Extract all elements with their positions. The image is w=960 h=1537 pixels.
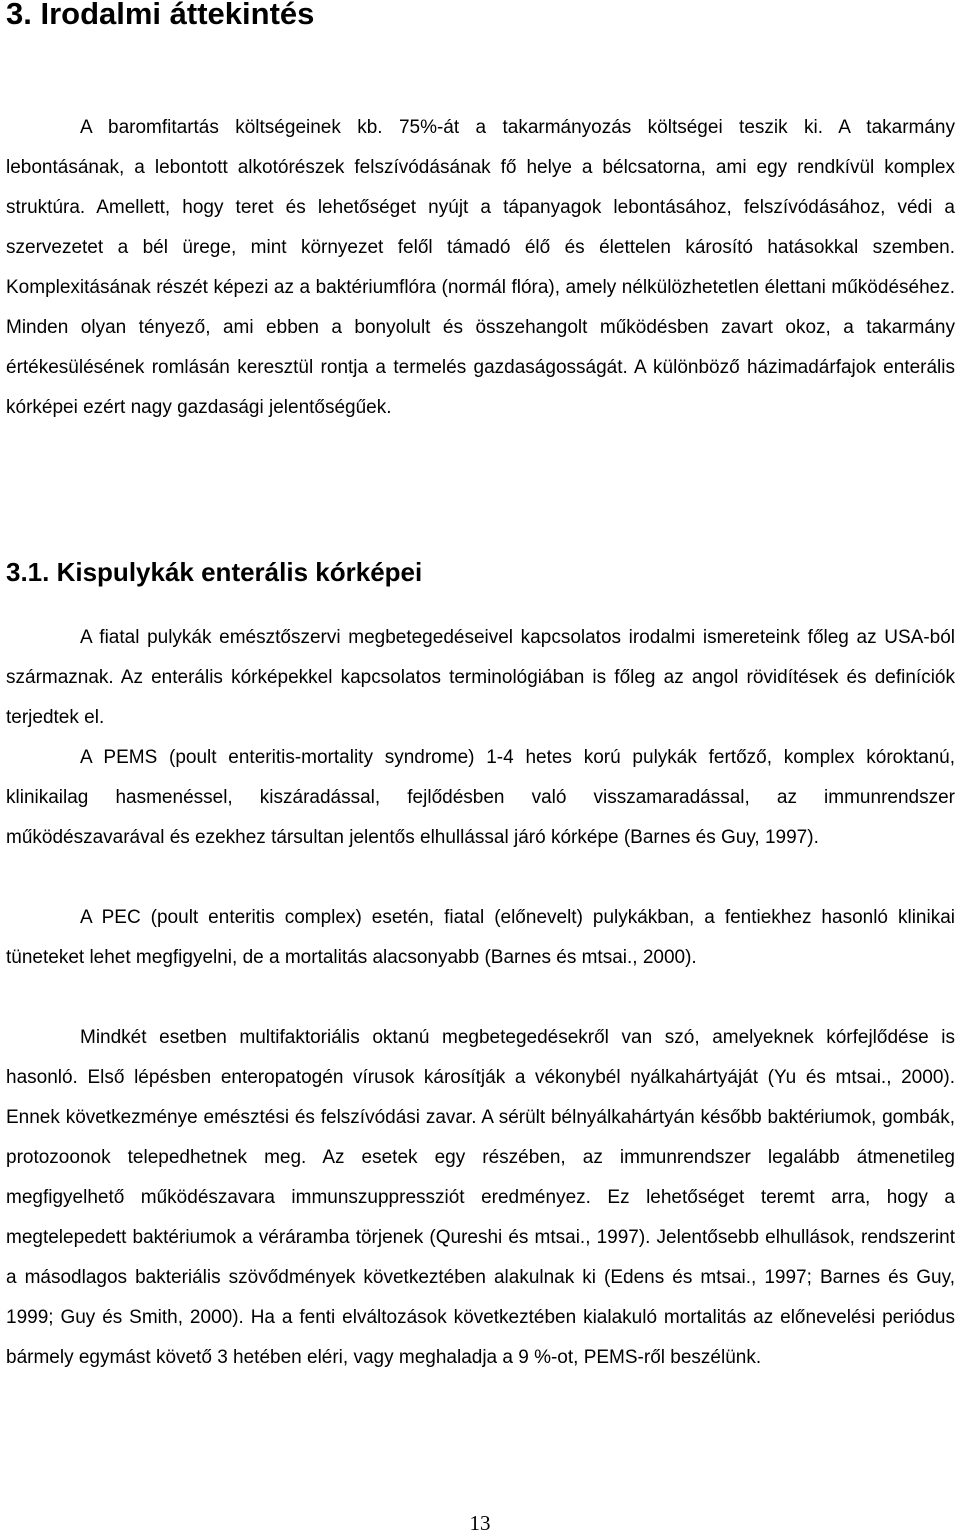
section-heading: 3. Irodalmi áttekintés [6,0,315,31]
subsection-heading: 3.1. Kispulykák enterális kórképei [6,557,423,587]
body-paragraph: Mindkét esetben multifaktoriális oktanú megbetegedésekről van szó, amelyeknek kórfejlődése is hasonló. Első lépésben enteropatogén vírusok károsítják a vékonybél nyálkahártyáját (Yu és mtsai., 2000). Ennek következménye emésztési és felszívódási zavar. A sérült bélnyálkahártyán később baktériumok, gombák, protozoonok telepedhetnek meg. Az esetek egy részében, az immunrendszer legalább átmenetileg megfigyelhető működészavara immunszuppressziót eredményez. Ez lehetőséget teremt arra, hogy a megtelepedett baktériumok a véráramba törjenek (Qureshi és mtsai., 1997). Jelentősebb elhullások, rendszerint a másodlagos bakteriális szövődmények következtében alakulnak ki (Edens és mtsai., 1997; Barnes és Guy, 1999; Guy és Smith, 2000). Ha a fenti elváltozások következtében kialakuló mortalitás az előnevelési periódus bármely egymást követő 3 hetében eléri, vagy meghaladja a 9 %-ot, PEMS-ről beszélünk. [6,1027,955,1368]
page-number: 13 [469,1511,491,1535]
body-paragraph: A PEMS (poult enteritis-mortality syndrome) 1-4 hetes korú pulykák fertőző, komplex kóroktanú, klinikailag hasmenéssel, kiszáradással, fejlődésben való visszamaradással, az immunrendszer működészavarával és ezekhez társultan jelentős elhullással járó kórképe (Barnes és Guy, 1997). [6,747,955,848]
body-paragraph: A PEC (poult enteritis complex) esetén, fiatal (előnevelt) pulykákban, a fentiekhez hasonló klinikai tüneteket lehet megfigyelni, de a mortalitás alacsonyabb (Barnes és mtsai., 2000). [6,907,955,968]
intro-paragraph: A baromfitartás költségeinek kb. 75%-át a takarmányozás költségei teszik ki. A takarmány lebontásának, a lebontott alkotórészek felszívódásának fő helye a bélcsatorna, ami egy rendkívül komplex struktúra. Amellett, hogy teret és lehetőséget nyújt a tápanyagok lebontásához, felszívódásához, védi a szervezetet a bél ürege, mint környezet felől támadó élő és élettelen károsító hatásokkal szemben. Komplexitásának részét képezi az a baktériumflóra (normál flóra), amely nélkülözhetetlen élettani működéséhez. Minden olyan tényező, ami ebben a bonyolult és összehangolt működésben zavart okoz, a takarmány értékesülésének romlásán keresztül rontja a termelés gazdaságosságát. A különböző házimadárfajok enterális kórképei ezért nagy gazdasági jelentőségűek. [6,117,955,418]
body-paragraph: A fiatal pulykák emésztőszervi megbetegedéseivel kapcsolatos irodalmi ismereteink főleg az USA-ból származnak. Az enterális kórképekkel kapcsolatos terminológiában is főleg az angol rövidítések és definíciók terjedtek el. [6,627,955,728]
